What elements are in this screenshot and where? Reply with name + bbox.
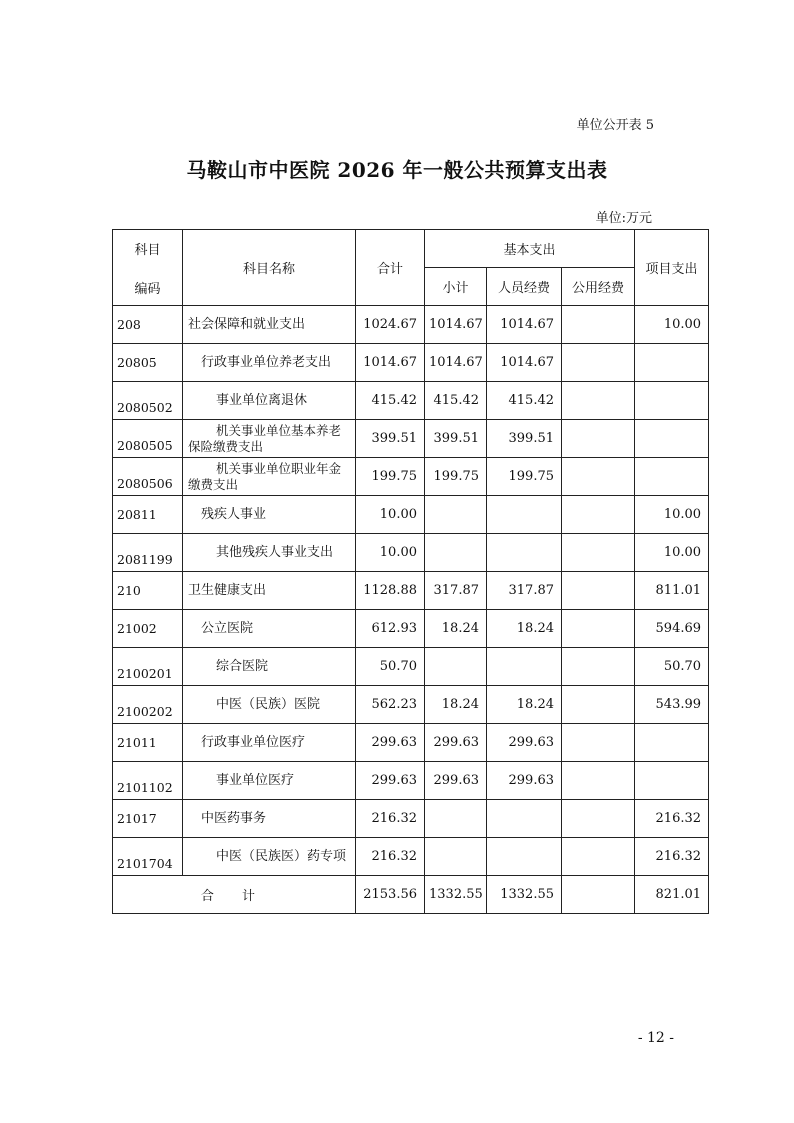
row-project xyxy=(635,762,709,800)
table-number: 单位公开表 5 xyxy=(576,118,654,133)
row-total: 562.23 xyxy=(356,686,425,724)
row-subtotal xyxy=(425,838,487,876)
row-subtotal xyxy=(425,534,487,572)
header-name: 科目名称 xyxy=(183,230,356,306)
row-code: 2080505 xyxy=(113,420,183,458)
unit-label: 单位:万元 xyxy=(595,211,652,226)
row-project: 50.70 xyxy=(635,648,709,686)
row-code: 208 xyxy=(113,306,183,344)
row-public xyxy=(562,762,635,800)
row-total: 299.63 xyxy=(356,724,425,762)
row-personnel: 299.63 xyxy=(487,724,562,762)
row-subtotal: 18.24 xyxy=(425,686,487,724)
row-total: 216.32 xyxy=(356,800,425,838)
page-number: - 12 - xyxy=(637,1030,674,1046)
row-code: 2080502 xyxy=(113,382,183,420)
row-project xyxy=(635,724,709,762)
row-name: 中医（民族）医院 xyxy=(183,686,356,724)
row-public xyxy=(562,838,635,876)
row-code: 2100202 xyxy=(113,686,183,724)
header-total: 合计 xyxy=(356,230,425,306)
row-total: 50.70 xyxy=(356,648,425,686)
row-subtotal: 199.75 xyxy=(425,458,487,496)
row-public xyxy=(562,610,635,648)
row-code: 2101704 xyxy=(113,838,183,876)
table-row xyxy=(113,572,709,610)
row-project xyxy=(635,344,709,382)
row-name: 机关事业单位基本养老保险缴费支出 xyxy=(183,420,356,458)
table-row xyxy=(113,724,709,762)
totals-personnel: 1332.55 xyxy=(487,876,562,914)
row-total: 199.75 xyxy=(356,458,425,496)
row-code: 21017 xyxy=(113,800,183,838)
table-row xyxy=(113,762,709,800)
row-public xyxy=(562,534,635,572)
row-public xyxy=(562,686,635,724)
row-personnel xyxy=(487,648,562,686)
budget-expenditure-table xyxy=(112,229,709,914)
header-code xyxy=(113,230,183,306)
row-total: 1014.67 xyxy=(356,344,425,382)
header-basic: 基本支出 xyxy=(425,230,635,268)
row-total: 612.93 xyxy=(356,610,425,648)
header-public: 公用经费 xyxy=(562,268,635,306)
row-public xyxy=(562,458,635,496)
row-code: 210 xyxy=(113,572,183,610)
row-name: 事业单位医疗 xyxy=(183,762,356,800)
header-row-1 xyxy=(113,230,709,268)
row-name: 其他残疾人事业支出 xyxy=(183,534,356,572)
table-row xyxy=(113,306,709,344)
row-public xyxy=(562,572,635,610)
table-row xyxy=(113,382,709,420)
row-total: 415.42 xyxy=(356,382,425,420)
page-title: 马鞍山市中医院 2026 年一般公共预算支出表 xyxy=(186,158,608,182)
row-project: 811.01 xyxy=(635,572,709,610)
row-subtotal: 1014.67 xyxy=(425,344,487,382)
table-row xyxy=(113,648,709,686)
row-personnel xyxy=(487,534,562,572)
row-personnel: 317.87 xyxy=(487,572,562,610)
table-row xyxy=(113,458,709,496)
row-subtotal: 299.63 xyxy=(425,762,487,800)
row-subtotal: 1014.67 xyxy=(425,306,487,344)
row-public xyxy=(562,382,635,420)
header-subtotal: 小计 xyxy=(425,268,487,306)
row-name: 行政事业单位医疗 xyxy=(183,724,356,762)
totals-label: 合 计 xyxy=(113,876,356,914)
row-code: 2081199 xyxy=(113,534,183,572)
row-code: 20811 xyxy=(113,496,183,534)
table-row xyxy=(113,344,709,382)
table-row xyxy=(113,534,709,572)
row-name: 事业单位离退休 xyxy=(183,382,356,420)
row-total: 1024.67 xyxy=(356,306,425,344)
row-name: 中医药事务 xyxy=(183,800,356,838)
row-name: 综合医院 xyxy=(183,648,356,686)
table-row xyxy=(113,686,709,724)
row-subtotal: 317.87 xyxy=(425,572,487,610)
row-personnel: 18.24 xyxy=(487,610,562,648)
row-total: 399.51 xyxy=(356,420,425,458)
row-public xyxy=(562,800,635,838)
row-name: 行政事业单位养老支出 xyxy=(183,344,356,382)
row-personnel: 415.42 xyxy=(487,382,562,420)
row-personnel: 199.75 xyxy=(487,458,562,496)
row-subtotal xyxy=(425,496,487,534)
row-total: 216.32 xyxy=(356,838,425,876)
row-total: 10.00 xyxy=(356,534,425,572)
row-subtotal: 299.63 xyxy=(425,724,487,762)
row-total: 1128.88 xyxy=(356,572,425,610)
row-public xyxy=(562,344,635,382)
row-project xyxy=(635,382,709,420)
row-personnel xyxy=(487,800,562,838)
row-personnel: 299.63 xyxy=(487,762,562,800)
row-public xyxy=(562,724,635,762)
row-subtotal: 18.24 xyxy=(425,610,487,648)
row-subtotal xyxy=(425,800,487,838)
row-subtotal: 399.51 xyxy=(425,420,487,458)
row-name: 中医（民族医）药专项 xyxy=(183,838,356,876)
row-name: 机关事业单位职业年金缴费支出 xyxy=(183,458,356,496)
header-project: 项目支出 xyxy=(635,230,709,306)
row-code: 21002 xyxy=(113,610,183,648)
row-code: 20805 xyxy=(113,344,183,382)
table-row xyxy=(113,838,709,876)
row-project: 543.99 xyxy=(635,686,709,724)
header-personnel: 人员经费 xyxy=(487,268,562,306)
row-personnel: 1014.67 xyxy=(487,344,562,382)
row-personnel xyxy=(487,496,562,534)
row-public xyxy=(562,306,635,344)
row-subtotal: 415.42 xyxy=(425,382,487,420)
row-code: 2100201 xyxy=(113,648,183,686)
table-row xyxy=(113,800,709,838)
table-row xyxy=(113,496,709,534)
row-public xyxy=(562,496,635,534)
row-project: 594.69 xyxy=(635,610,709,648)
header-code-bottom: 编码 xyxy=(134,281,161,297)
row-personnel xyxy=(487,838,562,876)
row-subtotal xyxy=(425,648,487,686)
row-personnel: 399.51 xyxy=(487,420,562,458)
totals-public xyxy=(562,876,635,914)
totals-project: 821.01 xyxy=(635,876,709,914)
row-total: 10.00 xyxy=(356,496,425,534)
table-row xyxy=(113,610,709,648)
row-personnel: 1014.67 xyxy=(487,306,562,344)
row-name: 卫生健康支出 xyxy=(183,572,356,610)
row-name: 残疾人事业 xyxy=(183,496,356,534)
row-total: 299.63 xyxy=(356,762,425,800)
row-project xyxy=(635,458,709,496)
row-project: 10.00 xyxy=(635,534,709,572)
row-project xyxy=(635,420,709,458)
row-personnel: 18.24 xyxy=(487,686,562,724)
header-code-top: 科目 xyxy=(134,242,161,258)
row-code: 21011 xyxy=(113,724,183,762)
table-row xyxy=(113,420,709,458)
row-project: 10.00 xyxy=(635,306,709,344)
row-name: 公立医院 xyxy=(183,610,356,648)
row-public xyxy=(562,420,635,458)
totals-row xyxy=(113,876,709,914)
row-code: 2101102 xyxy=(113,762,183,800)
row-project: 216.32 xyxy=(635,838,709,876)
row-public xyxy=(562,648,635,686)
row-project: 216.32 xyxy=(635,800,709,838)
row-project: 10.00 xyxy=(635,496,709,534)
totals-total: 2153.56 xyxy=(356,876,425,914)
row-code: 2080506 xyxy=(113,458,183,496)
row-name: 社会保障和就业支出 xyxy=(183,306,356,344)
totals-subtotal: 1332.55 xyxy=(425,876,487,914)
